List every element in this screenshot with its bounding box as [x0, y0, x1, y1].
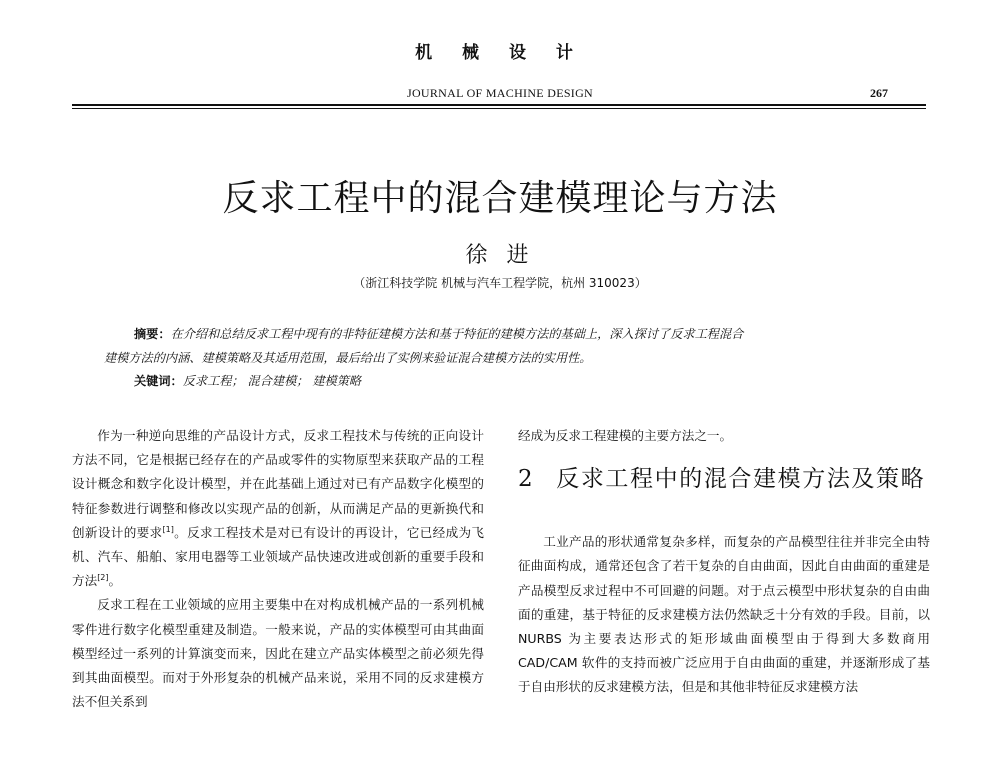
paper-title: 反求工程中的混合建模理论与方法: [222, 178, 778, 219]
abstract-text-rest: 建模方法的内涵、建模策略及其适用范围，最后给出了实例来验证混合建模方法的实用性。: [104, 351, 592, 365]
keywords-text: 反求工程； 混合建模； 建模策略: [182, 374, 362, 388]
page-number: 267: [870, 86, 888, 100]
body-text: 。: [108, 573, 122, 589]
keywords-label: 关键词：: [134, 374, 183, 388]
section-title: 反求工程中的混合建模方法及策略: [556, 466, 926, 493]
body-column-right: [518, 424, 930, 700]
body-paragraph: [72, 424, 484, 593]
journal-name-english: JOURNAL OF MACHINE DESIGN: [406, 86, 594, 100]
body-paragraph: 反求工程在工业领域的应用主要集中在对构成机械产品的一系列机械零件进行数字化模型重建及制造。一般来说，产品的实体模型可由其曲面模型经过一系列的计算演变而来，因此在建立产品实体模型之前必须先得到其曲面模型。而对于外形复杂的机械产品来说，采用不同的反求建模方法不但关系到: [72, 597, 484, 710]
abstract-first-line: [104, 322, 904, 346]
body-text: 作为一种逆向思维的产品设计方式，反求工程技术与传统的正向设计方法不同，它是根据已经存在的产品或零件的实物原型来获取产品的工程设计概念和数字化设计模型，并在此基础上通过对已有产品数字化模型的特征参数进行调整和修改以实现产品的创新，从而满足产品的更新换代和创新设计的要求: [72, 428, 484, 540]
body-column-left: [72, 424, 484, 714]
abstract: [104, 322, 904, 370]
citation: [2]: [97, 573, 109, 583]
citation: [1]: [162, 524, 174, 534]
journal-name-chinese: 机 械 设 计: [415, 43, 585, 63]
section-number: 2: [518, 466, 535, 493]
section-heading: [518, 462, 930, 496]
header-rule: [72, 104, 926, 106]
header-rule-thin: [72, 108, 926, 109]
keywords: [134, 372, 904, 389]
author: 徐 进: [465, 243, 535, 268]
abstract-label: 摘要：: [134, 327, 171, 341]
body-paragraph: 经成为反求工程建模的主要方法之一。: [518, 428, 733, 443]
body-paragraph: 工业产品的形状通常复杂多样，而复杂的产品模型往往并非完全由特征曲面构成，通常还包含了若干复杂的自由曲面，因此自由曲面的重建是产品模型反求过程中不可回避的问题。对于点云模型中形状复杂的自由曲面的重建，基于特征的反求建模方法仍然缺乏十分有效的手段。目前，以 NURBS 为主要表达形式的矩形域曲面模型由于得到大多数商用 CAD/CAM 软件的支持而被广泛应用于自由曲面的重建，并逐渐形成了基于自由形状的反求建模方法，但是和其他非特征反求建模方法: [518, 534, 930, 695]
abstract-text-first: 在介绍和总结反求工程中现有的非特征建模方法和基于特征的建模方法的基础上，深入探讨了反求工程混合: [170, 327, 744, 341]
affiliation: （浙江科技学院 机械与汽车工程学院，杭州 310023）: [353, 276, 647, 290]
body-text: 。反求工程技术是对已有设计的再设计，它已经成为飞机、汽车、船舶、家用电器等工业领域产品快速改进或创新的重要手段和方法: [72, 524, 485, 589]
